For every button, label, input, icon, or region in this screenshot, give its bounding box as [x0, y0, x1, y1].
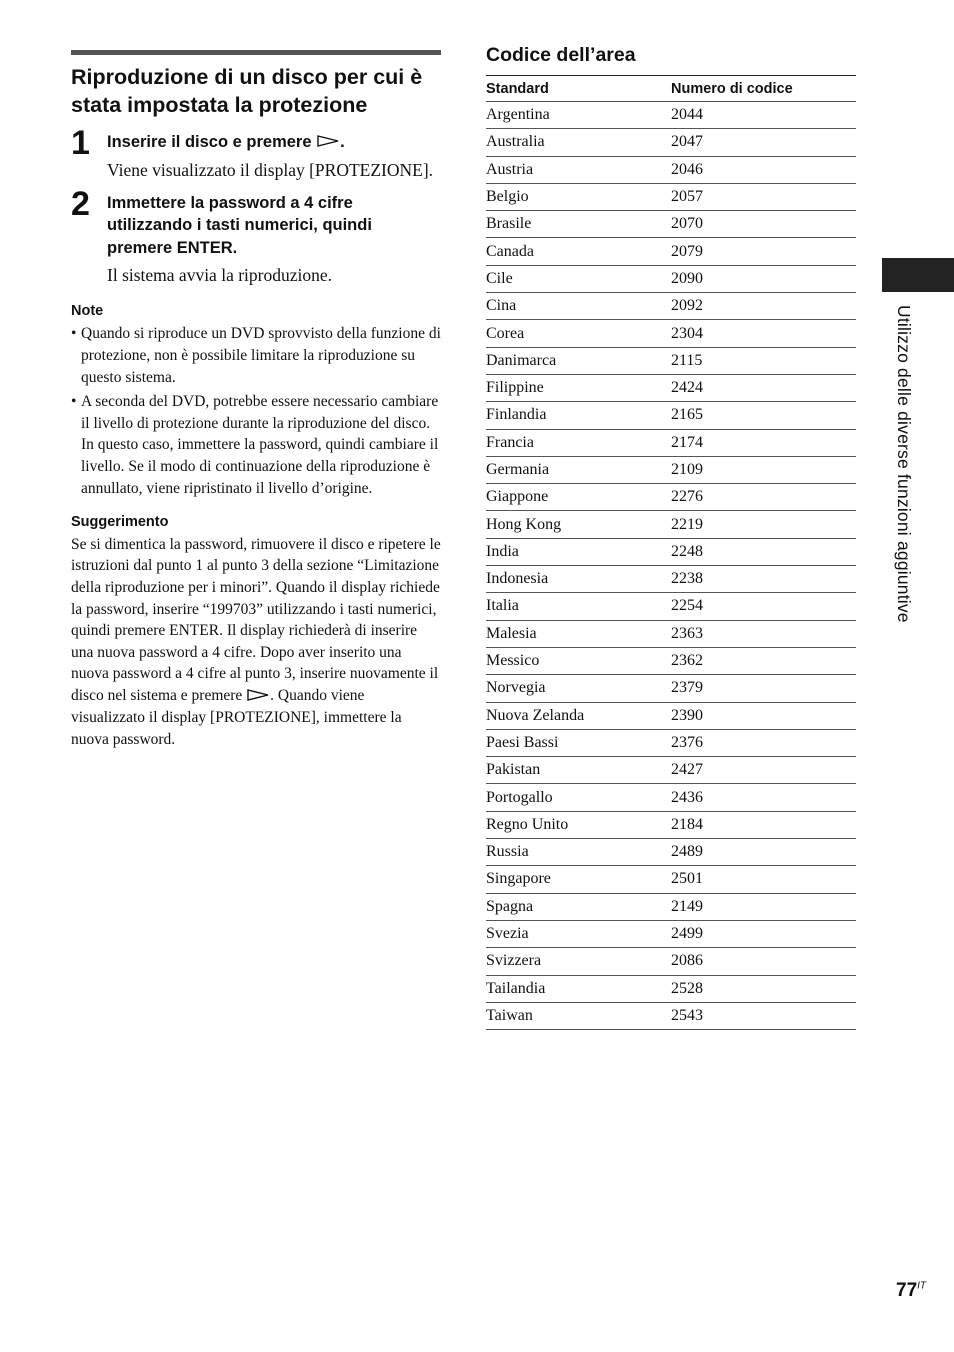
code-cell: 2436	[671, 784, 856, 811]
page-language-suffix: IT	[917, 1280, 927, 1292]
country-cell: Giappone	[486, 484, 671, 511]
section-tab-marker	[882, 258, 954, 292]
table-row	[486, 866, 856, 893]
note-text: Quando si riproduce un DVD sprovvisto della funzione di protezione, non è possibile limitare la riproduzione su questo sistema.	[81, 325, 441, 386]
code-cell: 2079	[671, 238, 856, 265]
code-cell: 2501	[671, 866, 856, 893]
code-cell: 2248	[671, 538, 856, 565]
code-cell: 2149	[671, 893, 856, 920]
step-instruction: Immettere la password a 4 cifre utilizzando i tasti numerici, quindi premere ENTER.	[107, 193, 372, 257]
country-cell: Malesia	[486, 620, 671, 647]
section-title: Riproduzione di un disco per cui è stata impostata la protezione	[71, 65, 423, 117]
country-cell: Danimarca	[486, 347, 671, 374]
table-row	[486, 702, 856, 729]
country-cell: Francia	[486, 429, 671, 456]
country-cell: Svizzera	[486, 948, 671, 975]
code-cell: 2047	[671, 129, 856, 156]
code-cell: 2044	[671, 102, 856, 129]
play-icon	[317, 131, 339, 154]
tip-text: Se si dimentica la password, rimuovere il disco e ripetere le istruzioni dal punto 1 al punto 3 della sezione “Limitazione della riproduzione per i minori”. Quando il display richiede la password, inserire “199703” utilizzando i tasti numerici, quindi premere ENTER. Il display richiederà di inserire una nuova password a 4 cifre. Dopo aver inserito una nuova password a 4 cifre al punto 3, inserire nuovamente il disco nel sistema e premere	[71, 535, 441, 704]
table-body	[486, 102, 856, 1030]
code-cell: 2543	[671, 1002, 856, 1029]
table-row	[486, 920, 856, 947]
country-cell: Regno Unito	[486, 811, 671, 838]
country-cell: Germania	[486, 456, 671, 483]
country-cell: Finlandia	[486, 402, 671, 429]
code-cell: 2390	[671, 702, 856, 729]
country-cell: Italia	[486, 593, 671, 620]
code-cell: 2362	[671, 647, 856, 674]
code-cell: 2086	[671, 948, 856, 975]
column-header-standard: Standard	[486, 76, 671, 102]
notes-list	[71, 323, 441, 499]
code-cell: 2219	[671, 511, 856, 538]
left-column	[71, 50, 441, 750]
code-cell: 2427	[671, 757, 856, 784]
side-section-label: Utilizzo delle diverse funzioni aggiuntive	[894, 305, 914, 623]
bullet-icon: •	[71, 392, 77, 410]
country-cell: Australia	[486, 129, 671, 156]
table-row	[486, 538, 856, 565]
code-cell: 2238	[671, 566, 856, 593]
right-column	[486, 44, 856, 1030]
country-cell: Nuova Zelanda	[486, 702, 671, 729]
table-row	[486, 620, 856, 647]
code-cell: 2092	[671, 293, 856, 320]
step-number: 2	[71, 184, 90, 223]
country-cell: Portogallo	[486, 784, 671, 811]
area-code-title: Codice dell’area	[486, 44, 636, 66]
table-row	[486, 102, 856, 129]
country-cell: Messico	[486, 647, 671, 674]
table-row	[486, 893, 856, 920]
step-result: Il sistema avvia la riproduzione.	[107, 265, 332, 286]
table-row	[486, 811, 856, 838]
code-cell: 2304	[671, 320, 856, 347]
code-cell: 2528	[671, 975, 856, 1002]
table-row	[486, 347, 856, 374]
code-cell: 2379	[671, 675, 856, 702]
page-number-value: 77	[896, 1280, 918, 1301]
code-cell: 2254	[671, 593, 856, 620]
table-row	[486, 511, 856, 538]
table-row	[486, 566, 856, 593]
country-cell: Brasile	[486, 211, 671, 238]
bullet-icon: •	[71, 325, 77, 343]
country-cell: Pakistan	[486, 757, 671, 784]
note-text: A seconda del DVD, potrebbe essere necessario cambiare il livello di protezione durante la riproduzione del disco. In questo caso, immettere la password, quindi cambiare il livello. Se il modo di continuazione della riproduzione è annullato, viene ripristinato il livello d’origine.	[81, 392, 439, 497]
country-cell: Cile	[486, 265, 671, 292]
code-cell: 2376	[671, 729, 856, 756]
country-cell: Indonesia	[486, 566, 671, 593]
table-row	[486, 975, 856, 1002]
column-header-code: Numero di codice	[671, 76, 856, 102]
country-cell: Austria	[486, 156, 671, 183]
section-top-rule	[71, 50, 441, 55]
area-code-table	[486, 75, 856, 1030]
table-row	[486, 265, 856, 292]
table-row	[486, 675, 856, 702]
table-row	[486, 402, 856, 429]
country-cell: Canada	[486, 238, 671, 265]
country-cell: Spagna	[486, 893, 671, 920]
country-cell: Filippine	[486, 374, 671, 401]
table-row	[486, 593, 856, 620]
table-row	[486, 183, 856, 210]
table-row	[486, 211, 856, 238]
code-cell: 2184	[671, 811, 856, 838]
tip-paragraph	[71, 534, 441, 751]
country-cell: Argentina	[486, 102, 671, 129]
code-cell: 2046	[671, 156, 856, 183]
code-cell: 2499	[671, 920, 856, 947]
step-instruction-end: .	[340, 133, 345, 151]
country-cell: Tailandia	[486, 975, 671, 1002]
country-cell: Belgio	[486, 183, 671, 210]
table-row	[486, 1002, 856, 1029]
country-cell: Paesi Bassi	[486, 729, 671, 756]
country-cell: Cina	[486, 293, 671, 320]
page-number	[896, 1280, 926, 1302]
play-icon	[247, 686, 269, 708]
table-row	[486, 757, 856, 784]
tip-text-end: . Quando viene visualizzato il display [PROTEZIONE], immettere la nuova password.	[71, 686, 402, 748]
note-item	[71, 391, 441, 500]
country-cell: Russia	[486, 839, 671, 866]
table-row	[486, 484, 856, 511]
table-header-row	[486, 76, 856, 102]
code-cell: 2174	[671, 429, 856, 456]
code-cell: 2276	[671, 484, 856, 511]
code-cell: 2090	[671, 265, 856, 292]
table-row	[486, 784, 856, 811]
country-cell: Taiwan	[486, 1002, 671, 1029]
code-cell: 2363	[671, 620, 856, 647]
table-row	[486, 429, 856, 456]
step-result: Viene visualizzato il display [PROTEZIONE].	[107, 159, 434, 180]
country-cell: Hong Kong	[486, 511, 671, 538]
table-row	[486, 238, 856, 265]
code-cell: 2115	[671, 347, 856, 374]
table-row	[486, 293, 856, 320]
table-row	[486, 156, 856, 183]
table-row	[486, 839, 856, 866]
note-item	[71, 323, 441, 388]
code-cell: 2165	[671, 402, 856, 429]
table-row	[486, 456, 856, 483]
table-row	[486, 129, 856, 156]
table-row	[486, 320, 856, 347]
code-cell: 2109	[671, 456, 856, 483]
code-cell: 2489	[671, 839, 856, 866]
code-cell: 2424	[671, 374, 856, 401]
code-cell: 2057	[671, 183, 856, 210]
country-cell: India	[486, 538, 671, 565]
table-row	[486, 647, 856, 674]
step-number: 1	[71, 124, 90, 162]
note-heading: Note	[71, 303, 104, 320]
table-row	[486, 729, 856, 756]
country-cell: Norvegia	[486, 675, 671, 702]
step-instruction-text: Inserire il disco e premere	[107, 133, 312, 151]
country-cell: Singapore	[486, 866, 671, 893]
country-cell: Corea	[486, 320, 671, 347]
table-row	[486, 374, 856, 401]
table-row	[486, 948, 856, 975]
tip-heading: Suggerimento	[71, 513, 169, 530]
step-2	[71, 184, 441, 288]
code-cell: 2070	[671, 211, 856, 238]
step-instruction	[107, 131, 441, 154]
step-1	[71, 124, 441, 182]
country-cell: Svezia	[486, 920, 671, 947]
